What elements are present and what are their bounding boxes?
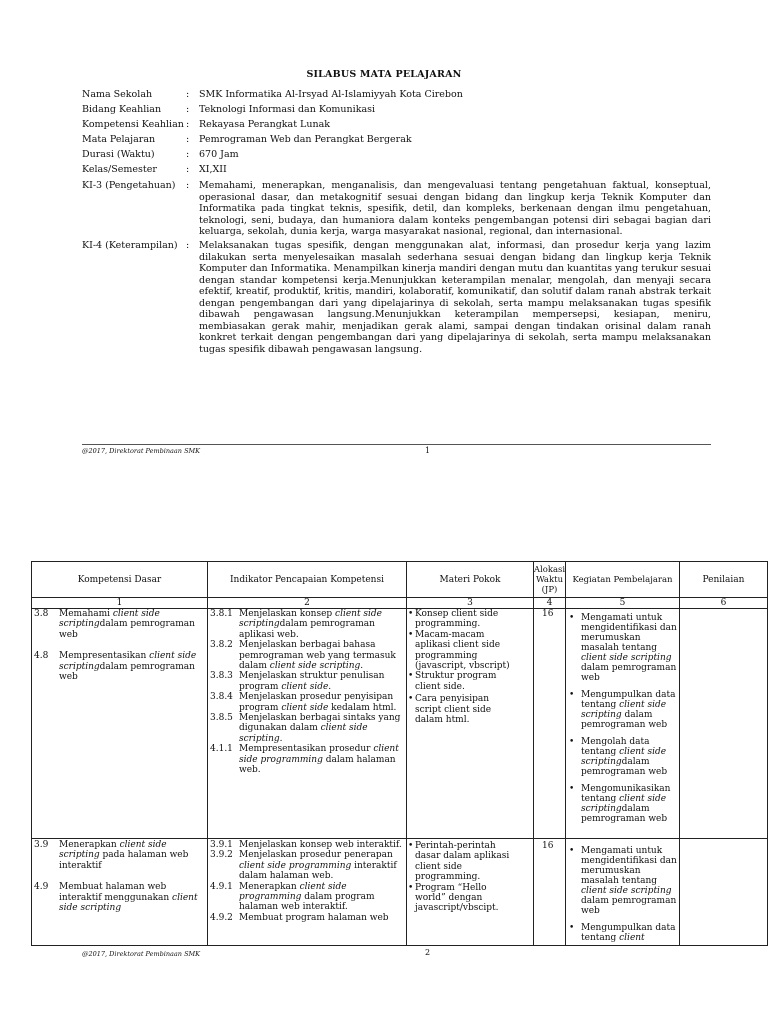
- kd-item: 3.9 Menerapkan client side scripting pada halaman web interaktif: [34, 840, 189, 871]
- materi-item: • Perintah-perintah dasar dalam aplikasi client side programming.: [408, 841, 518, 883]
- footer-text: @2017, Direktorat Pembinaan SMK: [82, 447, 201, 455]
- header-penilaian: Penilaian: [702, 574, 745, 585]
- row1-indikator-cell: [209, 609, 404, 776]
- kd-item: 3.8 Memahami client side scriptingdalam pemrograman web: [34, 609, 195, 640]
- kegiatan-item: • Mengumpulkan data tentang client: [567, 923, 677, 943]
- row2-jp: 16: [542, 841, 554, 851]
- indikator-item: 3.9.2 Menjelaskan prosedur penerapan client side programming interaktif dalam halaman web.: [210, 850, 397, 882]
- header-kompetensi-dasar: Kompetensi Dasar: [77, 574, 162, 585]
- kegiatan-item: • Mengolah data tentang client side scriptingdalam pemrograman web: [567, 737, 677, 777]
- indikator-item: 3.8.1 Menjelaskan konsep client side scriptingdalam pemrograman aplikasi web.: [210, 609, 383, 640]
- table-border: [679, 561, 680, 946]
- row2-materi-cell: [408, 841, 518, 914]
- kegiatan-item: • Mengumpulkan data tentang client side scripting dalam pemrograman web: [567, 690, 677, 730]
- indikator-item: 3.8.3 Menjelaskan struktur penulisan program client side.: [210, 671, 385, 692]
- kegiatan-item: • Mengamati untuk mengidentifikasi dan merumuskan masalah tentang client side scripting dalam pemrograman web: [567, 846, 677, 916]
- indikator-item: 4.9.1 Menerapkan client side programming dalam program halaman web interaktif.: [210, 881, 375, 913]
- table-border: [533, 561, 534, 946]
- kegiatan-item: • Mengomunikasikan tentang client side scriptingdalam pemrograman web: [567, 784, 677, 824]
- kd-item: 4.8 Mempresentasikan client side scriptingdalam pemrograman web: [34, 651, 197, 683]
- row1-kd-cell: [33, 609, 205, 682]
- row2-indikator-cell: [209, 840, 404, 923]
- footer-text: @2017, Direktorat Pembinaan SMK: [82, 950, 201, 958]
- row2-kd-cell: [33, 840, 205, 913]
- kegiatan-item: • Mengamati untuk mengidentifikasi dan merumuskan masalah tentang client side scripting dalam pemrograman web: [567, 613, 677, 683]
- table-border: [31, 561, 32, 946]
- ki4-label: KI-4 (Keterampilan): [82, 240, 178, 251]
- indikator-item: 3.9.1 Menjelaskan konsep web interaktif.: [210, 840, 402, 850]
- col-number: 3: [467, 598, 473, 608]
- materi-item: • Cara penyisipan script client side dalam html.: [408, 694, 518, 725]
- col-number: 5: [619, 598, 626, 608]
- indikator-item: 4.1.1 Mempresentasikan prosedur client side programming dalam halaman web.: [210, 744, 399, 776]
- row1-kegiatan-cell: [567, 613, 677, 831]
- col-number: 4: [546, 598, 553, 608]
- row1-materi-cell: [408, 609, 518, 725]
- indikator-item: 3.8.5 Menjelaskan berbagai sintaks yang digunakan dalam client side scripting.: [210, 713, 401, 744]
- ki4-text: Melaksanakan tugas spesifik, dengan menggunakan alat, informasi, dan prosedur kerja yang lazim dilakukan serta menyelesaikan masalah sederhana sesuai dengan bidang dan lingkup kerja Teknik Komputer dan Informatika. Menampilkan kinerja mandiri dengan mutu dan kuantitas yang terukur sesuai dengan standar kompetensi kerja.Menunjukkan keterampilan menalar, mengolah, dan menyaji secara efektif, kreatif, produktif, kritis, mandiri, kolaboratif, komunikatif, dan solutif dalam ranah abstrak terkait dengan pengembangan dari yang dipelajarinya di sekolah, serta mampu melaksanakan tugas spesifik dibawah pengawasan langsung.Menunjukkan keterampilan mempersepsi, kesiapan, meniru, membiasakan gerak mahir, menjadikan gerak alami, sampai dengan tindakan orisinal dalam ranah konkret terkait dengan pengembangan dari yang dipelajarinya di sekolah, serta mampu melaksanakan tugas spesifik dibawah pengawasan langsung.: [199, 240, 711, 355]
- header-kegiatan: Kegiatan Pembelajaran: [572, 574, 673, 585]
- footer-divider: [82, 444, 711, 445]
- table-border: [406, 561, 407, 946]
- col-number: 2: [304, 598, 310, 608]
- table-border: [565, 561, 566, 946]
- materi-item: • Konsep client side programming.: [408, 609, 518, 630]
- materi-item: • Struktur program client side.: [408, 671, 518, 692]
- header-alokasi-waktu: Alokasi Waktu (JP): [533, 564, 566, 595]
- indikator-item: 3.8.2 Menjelaskan berbagai bahasa pemrograman web yang termasuk dalam client side scripting.: [210, 640, 396, 672]
- row1-jp: 16: [542, 609, 554, 619]
- indikator-item: 4.9.2 Membuat program halaman web: [210, 912, 389, 923]
- header-indikator: Indikator Pencapaian Kompetensi: [230, 574, 384, 585]
- table-border: [31, 945, 768, 946]
- col-number: 1: [116, 598, 123, 608]
- table-border: [207, 561, 208, 946]
- materi-item: • Macam-macam aplikasi client side programming (javascript, vbscript): [408, 630, 518, 672]
- page-number: 1: [425, 446, 431, 455]
- ki3-label: KI-3 (Pengetahuan): [82, 180, 176, 191]
- page-number: 2: [425, 948, 431, 957]
- col-number: 6: [720, 598, 727, 608]
- syllabus-table: [31, 561, 768, 946]
- kd-item: 4.9 Membuat halaman web interaktif menggunakan client side scripting: [34, 882, 198, 914]
- header-materi-pokok: Materi Pokok: [439, 574, 501, 585]
- ki3-text: Memahami, menerapkan, menganalisis, dan mengevaluasi tentang pengetahuan faktual, konseptual, operasional dasar, dan metakognitif sesuai dengan bidang dan lingkup kerja Teknik Komputer dan Informatika pada tingkat teknis, spesifik, detil, dan kompleks, berkenaan dengan ilmu pengetahuan, teknologi, seni, budaya, dan humaniora dalam konteks pengembangan potensi diri sebagai bagian dari keluarga, sekolah, dunia kerja, warga masyarakat nasional, regional, dan internasional.: [199, 180, 711, 237]
- document-title: SILABUS MATA PELAJARAN: [306, 69, 462, 80]
- materi-item: • Program “Hello world” dengan javascript/vbscipt.: [408, 883, 518, 914]
- row2-kegiatan-cell: [567, 846, 677, 944]
- indikator-item: 3.8.4 Menjelaskan prosedur penyisipan program client side kedalam html.: [210, 692, 397, 713]
- table-border: [31, 838, 768, 839]
